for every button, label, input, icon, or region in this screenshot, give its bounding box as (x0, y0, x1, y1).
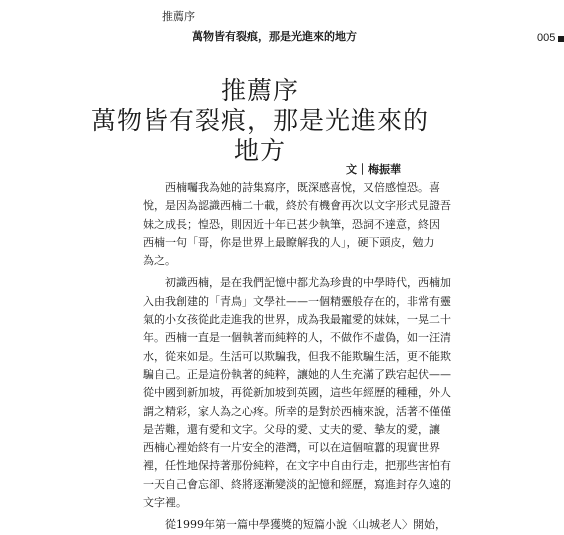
paragraph-1 (143, 179, 451, 270)
chapter-title-main: 萬物皆有裂痕，那是光進來的地方 (90, 106, 429, 165)
text-line: 入由我創建的「青鳥」文學社——一個精靈般存在的，非常有靈 (143, 294, 451, 308)
running-header (162, 4, 556, 44)
text-line: 從中國到新加坡，再從新加坡到英國，這些年經歷的種種，外人 (143, 386, 451, 400)
text-line: 謂之精彩，家人為之心疼。所幸的是對於西楠來說，活著不僅僅 (143, 404, 451, 418)
text-line: 為之。 (143, 254, 176, 268)
text-line: 一天自己會忘卻、終將逐漸變淡的記憶和經歷，寫進封存久遠的 (143, 477, 451, 491)
text-line: 文字裡。 (143, 496, 187, 510)
text-line: 水，從來如是。生活可以欺騙我，但我不能欺騙生活，更不能欺 (143, 349, 451, 363)
text-line: 年。西楠一直是一個執著而純粹的人，不做作不虛偽，如一汪清 (143, 331, 451, 345)
page-number: 005 (537, 32, 556, 44)
text-line: 西楠一句「哥，你是世界上最瞭解我的人」，硬下頭皮，勉力 (143, 235, 435, 249)
text-line: 悅，是因為認識西楠二十載，終於有機會再次以文字形式見證吾 (143, 199, 451, 213)
page-marker-square (558, 36, 564, 42)
text-line: 西楠囑我為她的詩集寫序，既深感喜悅，又倍感惶恐。喜 (165, 181, 440, 194)
text-line: 騙自己。正是這份執著的純粹，讓她的人生充滿了跌宕起伏—— (143, 367, 451, 381)
chapter-title (90, 76, 430, 166)
text-line: 西楠心裡始終有一片安全的港灣，可以在這個喧囂的現實世界 (143, 441, 440, 455)
text-line: 氣的小女孩從此走進我的世界，成為我最寵愛的妹妹，一晃二十 (143, 313, 451, 327)
paragraph-3 (143, 516, 446, 534)
body-text (143, 179, 451, 535)
text-line: 妹之成長；惶恐，則因近十年已甚少執筆，恐詞不達意，終因 (143, 217, 440, 231)
text-line: 是苦難，還有愛和文字。父母的愛、丈夫的愛、摯友的愛，讓 (143, 422, 440, 436)
chapter-title-label: 推薦序 (220, 76, 299, 105)
author-byline: 文｜梅振華 (346, 163, 401, 176)
text-line: 初識西楠，是在我們記憶中都尤為珍貴的中學時代，西楠加 (165, 276, 451, 290)
text-line: 從1999年第一篇中學獲獎的短篇小說〈山城老人〉開始， (165, 518, 446, 532)
paragraph-2 (143, 274, 451, 512)
text-line: 裡，任性地保持著那份純粹，在文字中自由行走，把那些害怕有 (143, 459, 451, 473)
running-header-section: 推薦序 (162, 10, 195, 23)
running-header-title: 萬物皆有裂痕，那是光進來的地方 (192, 30, 357, 43)
